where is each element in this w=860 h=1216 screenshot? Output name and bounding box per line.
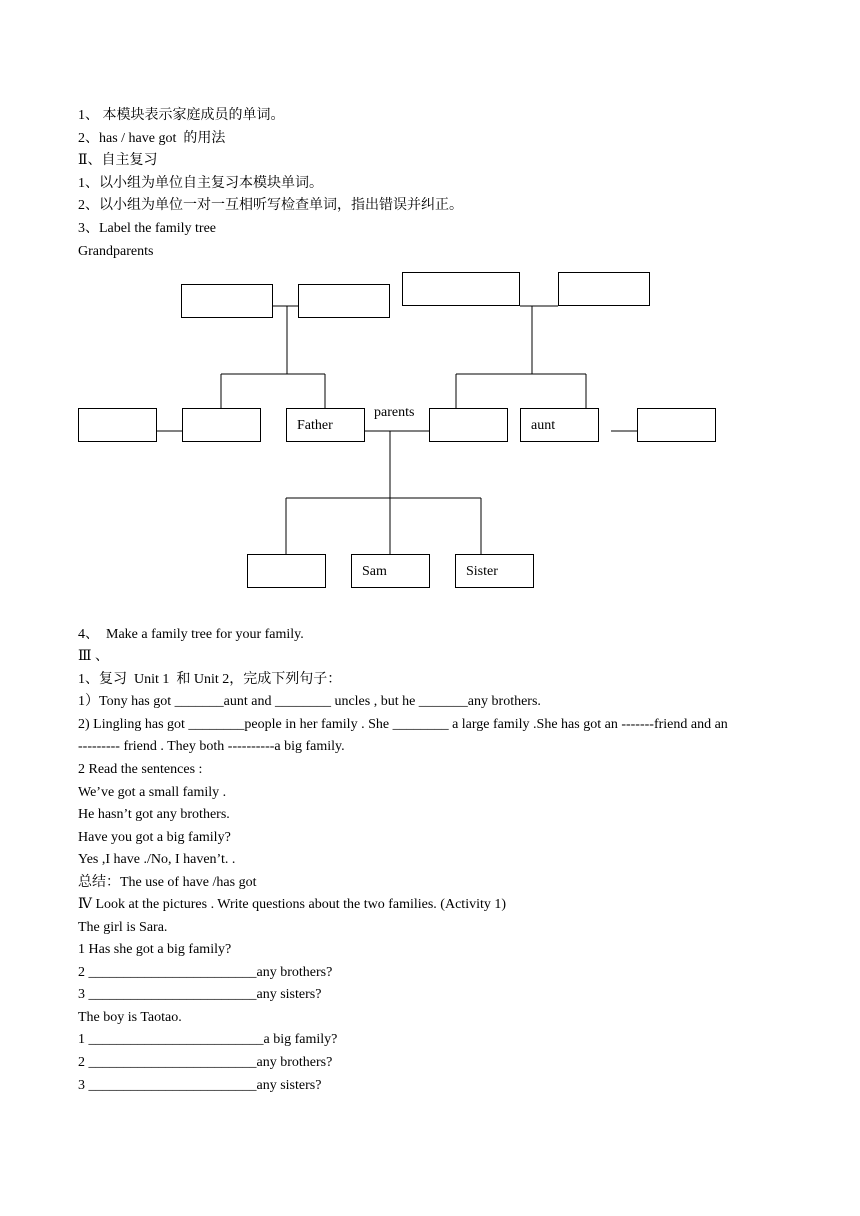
aunt-label: aunt <box>531 418 556 433</box>
text-line: 1 _________________________a big family? <box>78 1032 338 1047</box>
text-line: Grandparents <box>78 244 154 259</box>
sam-label: Sam <box>362 564 387 579</box>
text-line: We’ve got a small family . <box>78 785 227 800</box>
text-line: 1、以小组为单位自主复习本模块单词。 <box>78 176 323 191</box>
father-label: Father <box>297 418 333 433</box>
text-line: --------- friend . They both ----------a big family. <box>78 739 345 754</box>
text-line: The boy is Taotao. <box>78 1010 182 1025</box>
sister-box <box>455 554 534 588</box>
grandparent-box[interactable] <box>298 284 390 318</box>
grandparent-box[interactable] <box>558 272 650 306</box>
father-box <box>286 408 365 442</box>
text-line: 1、复习 Unit 1 和 Unit 2，完成下列句子： <box>78 672 342 687</box>
text-line: 2、has / have got 的用法 <box>78 131 226 146</box>
aunt-box <box>520 408 599 442</box>
text-line: 3 ________________________any sisters? <box>78 987 322 1002</box>
text-line: 4、 Make a family tree for your family. <box>78 627 304 642</box>
text-line: Ⅲ 、 <box>78 649 110 664</box>
text-line: 1、 本模块表示家庭成员的单词。 <box>78 108 285 123</box>
text-line: 3、Label the family tree <box>78 221 216 236</box>
text-line: The girl is Sara. <box>78 920 168 935</box>
text-line: Yes ,I have ./No, I haven’t. . <box>78 852 236 867</box>
text-line: 3 ________________________any sisters? <box>78 1078 322 1093</box>
text-line: Ⅳ Look at the pictures . Write questions about the two families. (Activity 1) <box>78 897 507 912</box>
text-line: 2) Lingling has got ________people in her family . She ________ a large family .She has got an -------friend and an <box>78 717 728 732</box>
relative-box[interactable] <box>182 408 261 442</box>
text-line: He hasn’t got any brothers. <box>78 807 230 822</box>
child-box[interactable] <box>247 554 326 588</box>
sam-box <box>351 554 430 588</box>
text-line: 总结：The use of have /has got <box>78 875 257 890</box>
text-line: 2、以小组为单位一对一互相听写检查单词，指出错误并纠正。 <box>78 198 463 213</box>
grandparent-box[interactable] <box>181 284 273 318</box>
sister-label: Sister <box>466 564 498 579</box>
parents-label: parents <box>374 405 415 420</box>
text-line: 2 ________________________any brothers? <box>78 1055 333 1070</box>
text-line: 2 ________________________any brothers? <box>78 965 333 980</box>
grandparent-box[interactable] <box>402 272 520 306</box>
relative-box[interactable] <box>78 408 157 442</box>
text-line: Ⅱ、自主复习 <box>78 153 158 168</box>
relative-box[interactable] <box>637 408 716 442</box>
text-line: Have you got a big family? <box>78 830 231 845</box>
text-line: 1 Has she got a big family? <box>78 942 232 957</box>
text-line: 2 Read the sentences : <box>78 762 203 777</box>
mother-box[interactable] <box>429 408 508 442</box>
text-line: 1）Tony has got _______aunt and ________ uncles , but he _______any brothers. <box>78 694 541 709</box>
